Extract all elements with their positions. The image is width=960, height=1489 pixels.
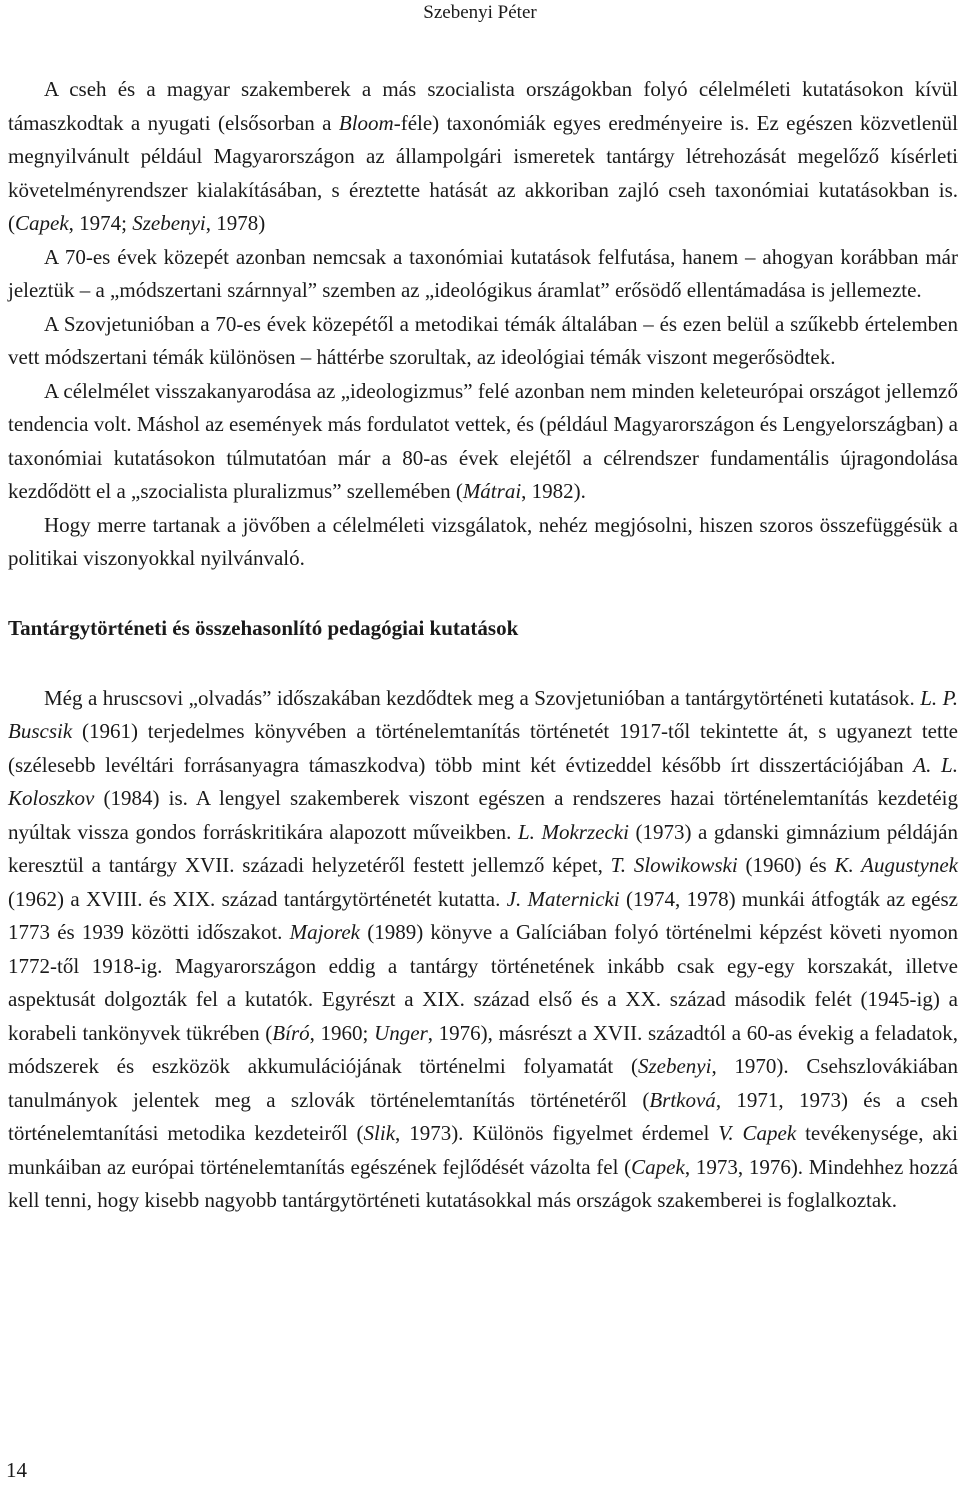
citation-name: Bíró: [272, 1020, 310, 1045]
text-run: tevékenysége, aki munkáiban az európai történelemtanítás egészének fejlődését vázolta fel (: [8, 1121, 958, 1179]
citation-name: V. Capek: [718, 1121, 797, 1145]
paragraph: [8, 509, 958, 576]
citation-name: Mátrai: [462, 479, 522, 503]
text-run: , 1971, 1973) és a cseh történelemtanítási metodika kezdeteiről (: [8, 1087, 958, 1145]
text-run: A cseh és a magyar szakemberek a más szocialista országokban folyó célelméleti kutatásokon kívül támaszkodtak a nyugati (elsősorban a: [8, 77, 958, 135]
text-run: A célelmélet visszakanyarodása az „ideologizmus” felé azonban nem minden keleteurópai országot jellemző tendencia volt. Máshol az események más fordulatot vettek, és (például Magyarországon és Lengyelországban) a taxonómiai kutatásokon túlmutatóan már a 80-as évek elejétől a célrendszer fundamentális újragondolása kezdődött el a „szocialista pluralizmus” szellemében (: [8, 378, 958, 503]
text-run: -féle) taxonómiák egyes eredményeire is. Ez egészen közvetlenül megnyilvánult például Magyarországon az állampolgári ismeretek tantárgy létrehozását megelőző kísérleti követelményrendszer kialakításában, s éreztette hatását az akkoriban zajló cseh taxonómiai kutatásokban is. (: [8, 110, 958, 235]
text-run: (1960) és: [737, 853, 835, 877]
citation-name: Brtková: [649, 1087, 716, 1112]
text-run: , 1982).: [521, 479, 586, 503]
paragraph-group-bottom: [8, 682, 958, 1218]
text-run: (1973) a gdanski gimnázium példáján keresztül a tantárgy XVII. századi helyzetéről festett jellemző képet,: [8, 819, 958, 877]
citation-name: L. P. Buscsik: [8, 685, 958, 743]
paragraph-group-top: [8, 73, 958, 576]
text-run: , 1973). Különös figyelmet érdemel: [395, 1121, 719, 1145]
citation-name: L. Mokrzecki: [517, 819, 629, 844]
citation-name: Unger: [374, 1020, 428, 1045]
page-number: 14: [6, 1458, 27, 1482]
text-run: , 1974;: [68, 211, 133, 235]
page-body: [8, 73, 958, 1218]
citation-name: A. L. Koloszkov: [8, 752, 958, 810]
citation-name: Capek: [15, 211, 69, 235]
paragraph: [8, 308, 958, 375]
citation-name: K. Augustynek: [834, 853, 958, 877]
text-run: (1974, 1978) munkái átfogták az egész 1773 és 1939 közötti időszakot.: [8, 886, 958, 944]
citation-name: Bloom: [338, 110, 394, 135]
citation-name: Slik: [363, 1121, 396, 1145]
citation-name: Szebenyi: [637, 1054, 712, 1078]
paragraph: [8, 241, 958, 308]
text-run: Még a hruscsovi „olvadás” időszakában kezdődtek meg a Szovjetunióban a tantárgytörténeti kutatások.: [44, 685, 921, 710]
paragraph: [8, 375, 958, 509]
text-run: , 1976), másrészt a XVII. századtól a 60-as évekig a feladatok, módszerek és eszközök akkumulációjának történelmi folyamatát (: [8, 1020, 958, 1078]
citation-name: Szebenyi: [132, 211, 206, 235]
text-run: , 1973, 1976). Mindehhez hozzá kell tenni, hogy kisebb nagyobb tantárgytörténeti kutatásokkal más országok szakemberei is foglalkoztak.: [8, 1154, 958, 1212]
text-run: A Szovjetunióban a 70-es évek közepétől a metodikai témák általában – és ezen belül a szűkebb értelemben vett módszertani témák különösen – háttérbe szorultak, az ideológiai témák viszont megerősödtek.: [8, 311, 958, 369]
text-run: (1962) a XVIII. és XIX. század tantárgytörténetét kutatta.: [8, 886, 507, 911]
text-run: , 1970). Csehszlovákiában tanulmányok jelentek meg a szlovák történelemtanítás történetéről (: [8, 1054, 958, 1112]
citation-name: T. Slowikowski: [610, 853, 738, 877]
running-header: Szebenyi Péter: [423, 2, 537, 23]
paragraph: [8, 682, 958, 1218]
text-run: (1989) könyve a Galíciában folyó történelmi képzést követi nyomon 1772-től 1918-ig. Magyarországon eddig a tantárgy történetének inkább csak egy-egy korszakát, illetve aspektusát dolgozták fel a kutatók. Egyrészt a XIX. század első és a XX. század második felét (1945-ig) a korabeli tankönyvek tükrében (: [8, 920, 958, 1045]
text-run: A 70-es évek közepét azonban nemcsak a taxonómiai kutatások felfutása, hanem – ahogyan korábban már jeleztük – a „módszertani szárnnyal” szemben az „ideológikus áramlat” erősödő ellentámadása is jellemezte.: [8, 244, 958, 302]
text-run: (1961) terjedelmes könyvében a történelemtanítás történetét 1917-től tekintette át, s ugyanezt tette (szélesebb levéltári forrásanyagra támaszkodva) több mint két évtizeddel később írt disszertációjában: [8, 719, 958, 777]
citation-name: Majorek: [289, 920, 361, 944]
paragraph: [8, 73, 958, 241]
text-run: Hogy merre tartanak a jövőben a célelméleti vizsgálatok, nehéz megjósolni, hiszen szoros összefüggésük a politikai viszonyokkal nyilvánvaló.: [8, 512, 958, 570]
citation-name: J. Maternicki: [506, 886, 620, 911]
text-run: (1984) is. A lengyel szakemberek viszont egészen a rendszeres hazai történelemtanítás kezdetéig nyúltak vissza gondos forráskritikára alapozott műveikben.: [8, 786, 958, 844]
citation-name: Capek: [631, 1154, 685, 1179]
text-run: , 1978): [205, 211, 266, 235]
section-heading: Tantárgytörténeti és összehasonlító pedagógiai kutatások: [8, 615, 519, 640]
text-run: , 1960;: [309, 1020, 375, 1045]
